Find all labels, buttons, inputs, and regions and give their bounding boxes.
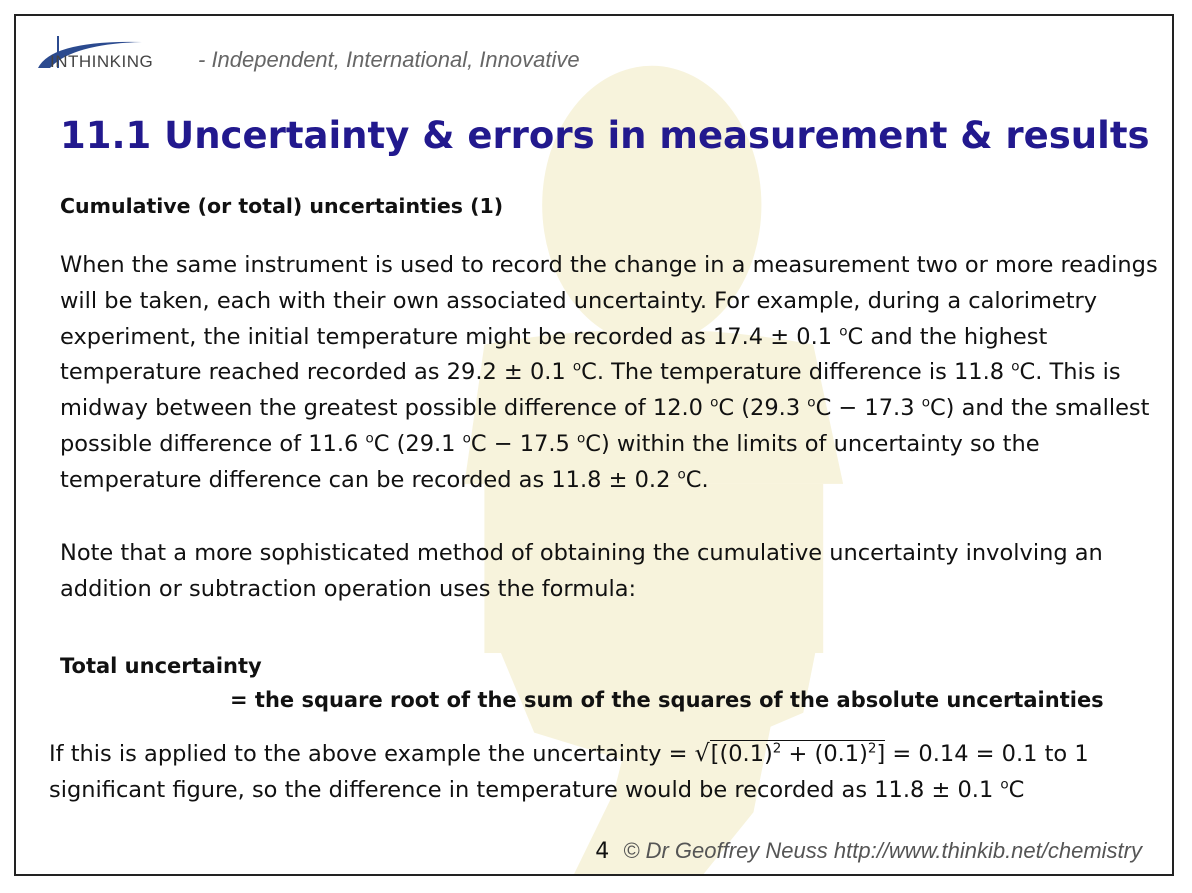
square-root-expression: $√[(0.1)^2 + (0.1)^2]$ <box>694 739 886 767</box>
footer <box>595 838 1142 864</box>
inthinking-logo <box>32 34 192 76</box>
logo-text: INTHINKING <box>50 52 154 71</box>
formula-label: Total uncertainty <box>60 654 262 678</box>
tagline: - Independent, International, Innovative <box>198 47 580 72</box>
slide-title: 11.1 Uncertainty & errors in measurement & results <box>60 114 1150 157</box>
paragraph-example: If this is applied to the above example the uncertainty = $√[(0.1)^2 + (0.1)^2] = 0.14 = 0.1$ to 1 significant figure, so the difference in temperature would be recorded as 11.8 ± 0.1 $^o$C <box>49 736 1159 809</box>
radical-icon: √ <box>694 739 710 767</box>
header <box>32 34 580 76</box>
paragraph-explanation: When the same instrument is used to record the change in a measurement two or more readings will be taken, each with their own associated uncertainty. For example, during a calorimetry experiment, the initial temperature might be recorded as 17.4 ± 0.1 $^o$C and the highest temperature reached recorded as 29.2 ± 0.1 $^o$C. The temperature difference is 11.8 $^o$C. This is midway between the greatest possible difference of 12.0 $^o$C (29.3 $^o$C − 17.3 $^o$C) and the smallest possible difference of 11.6 $^o$C (29.1 $^o$C − 17.5 $^o$C) within the limits of uncertainty so the temperature difference can be recorded as 11.8 ± 0.2 $^o$C. <box>60 252 1158 493</box>
slide-frame <box>14 14 1174 876</box>
page-number: 4 <box>595 839 610 864</box>
credit-line: © Dr Geoffrey Neuss http://www.thinkib.net/chemistry <box>623 838 1142 863</box>
section-subheading: Cumulative (or total) uncertainties (1) <box>60 194 504 218</box>
paragraph-note: Note that a more sophisticated method of obtaining the cumulative uncertainty involving an addition or subtraction operation uses the formula: <box>60 540 1103 602</box>
formula-text: = the square root of the sum of the squares of the absolute uncertainties <box>230 688 1104 712</box>
